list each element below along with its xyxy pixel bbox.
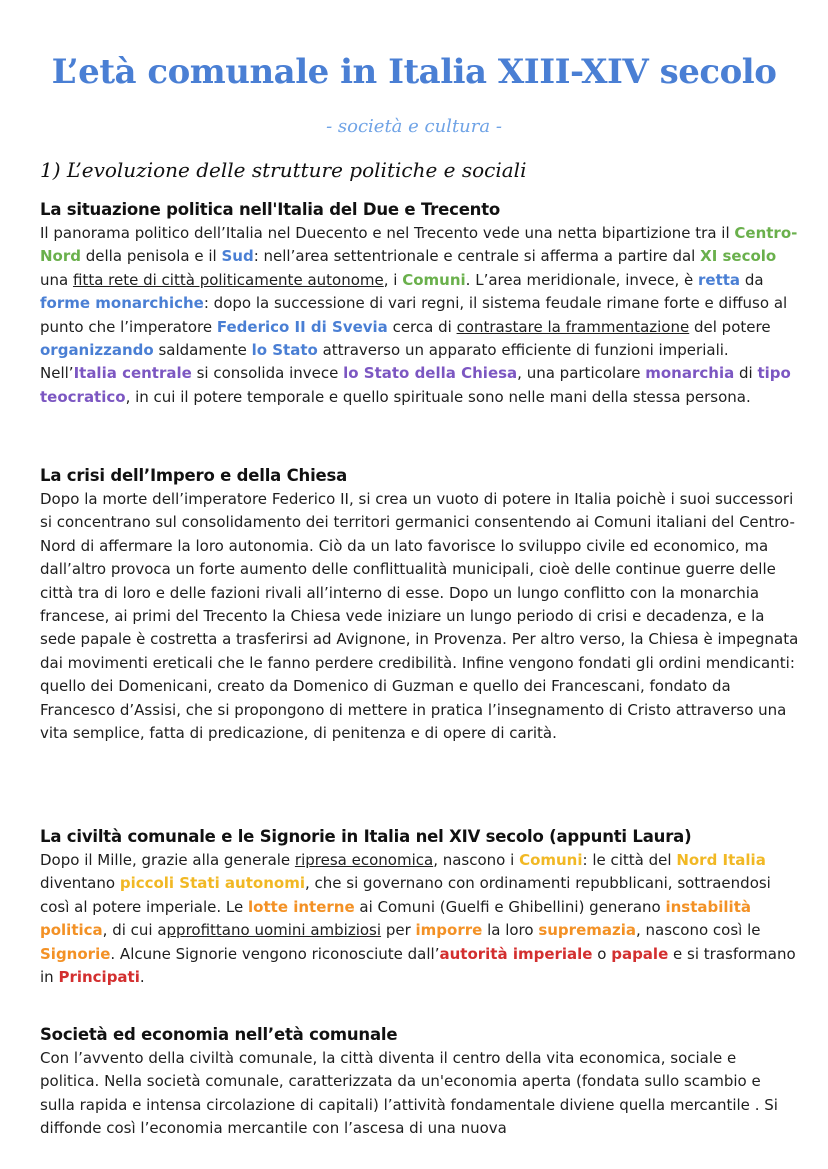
text-run: la <box>267 607 291 626</box>
text-run: della penisola e il <box>81 247 222 266</box>
emphasis-text: lo Stato <box>251 341 318 360</box>
text-run: vede iniziare un <box>340 607 470 626</box>
emphasis-text: l’attività <box>383 1095 446 1114</box>
text-run: fondamentale diviene quella <box>445 1095 670 1114</box>
text-run: , si crea un <box>348 490 437 508</box>
emphasis-text: retta <box>698 270 741 289</box>
text-run: . Si diffonde così l’ <box>40 1095 778 1138</box>
emphasis-text: primi <box>132 607 171 626</box>
emphasis-text: lo Stato della Chiesa <box>343 364 518 383</box>
emphasis-text: forme monarchiche <box>40 294 204 313</box>
section-political-situation <box>40 200 800 409</box>
emphasis-text: organizzando <box>40 341 154 360</box>
section-paragraph <box>40 488 800 745</box>
emphasis-text: lotte interne <box>248 897 355 916</box>
emphasis-text: trasferirsi <box>236 630 309 649</box>
text-run: di <box>734 364 758 383</box>
section-empire-church-crisis <box>40 466 800 745</box>
text-run: , in cui il potere temporale e quello spirituale sono nelle mani della stessa persona. <box>125 387 751 406</box>
text-run: . <box>139 968 145 987</box>
text-run: ai Comuni (Guelfi e Ghibellini) generano <box>354 897 666 916</box>
emphasis-text: Signorie <box>40 944 111 963</box>
emphasis-text: tipo teocratico <box>40 364 791 406</box>
text-run: diventano <box>40 874 120 893</box>
emphasis-text: Avignone <box>336 630 406 649</box>
emphasis-text: Federico II di Svevia <box>216 317 388 336</box>
emphasis-text: Comuni <box>402 270 466 289</box>
emphasis-text: Federico II <box>271 490 349 508</box>
text-run: Nella società comunale, caratterizzata da un' <box>99 1072 444 1091</box>
text-run: della <box>500 1049 547 1067</box>
emphasis-text: centro <box>452 1049 501 1067</box>
text-run: la loro <box>482 921 539 940</box>
section-communal-civilization <box>40 827 800 989</box>
emphasis-text: economia aperta <box>443 1072 572 1091</box>
emphasis-text: ordini mendicanti <box>658 653 790 672</box>
text-run: , ma dall’altro provoca un forte <box>40 536 769 579</box>
text-run: con <box>307 1119 344 1138</box>
text-run: . Infine vengono fondati gli <box>452 653 659 672</box>
emphasis-text: nuova <box>460 1119 507 1138</box>
text-run: di una <box>404 1119 461 1138</box>
text-run: , nascono i <box>433 851 520 869</box>
text-run: attraverso un apparato efficiente di funzioni imperiali. Nell’ <box>40 341 729 383</box>
text-run: Il panorama politico dell’Italia nel Duecento e nel Trecento vede una netta bipartizione tra il <box>40 224 735 242</box>
text-run: ad <box>308 630 337 649</box>
emphasis-text: Principati <box>58 968 140 987</box>
text-run: per <box>381 921 416 940</box>
chapter-heading: 1) L’evoluzione delle strutture politiche e sociali <box>40 158 527 182</box>
section-heading: Società ed economia nell’età comunale <box>40 1025 398 1044</box>
text-run: , in Provenza. Per altro verso, la Chiesa è impegnata dai <box>40 630 799 672</box>
emphasis-text: autonomia <box>228 536 310 555</box>
text-run: che le <box>212 653 268 672</box>
emphasis-text: l’ascesa <box>343 1119 405 1138</box>
text-run: , nascono così le <box>636 921 761 940</box>
emphasis-text: Centro-Nord <box>40 224 798 266</box>
text-run: delle <box>307 560 353 579</box>
text-run: o <box>592 944 612 963</box>
emphasis-text: imporre <box>415 921 483 940</box>
emphasis-text: lungo periodo di crisi <box>469 607 628 626</box>
emphasis-text: vita economica, sociale e politica. <box>40 1049 737 1091</box>
emphasis-text: Italia centrale <box>73 364 192 383</box>
emphasis-text: fanno perdere credibilità <box>267 653 453 672</box>
text-run: . Alcune Signorie vengono riconosciute dall’ <box>110 944 440 963</box>
emphasis-text: Domenicani <box>118 677 208 696</box>
emphasis-text: Trecento <box>203 607 268 626</box>
section-heading: La civiltà comunale e le Signorie in Italia nel XIV secolo (appunti Laura) <box>40 827 692 846</box>
emphasis-text: conflittualità municipali <box>352 560 530 579</box>
emphasis-text: piccoli Stati autonomi <box>119 874 305 893</box>
emphasis-text: mercantile <box>669 1095 750 1114</box>
document-title: L’età comunale in Italia XIII-XIV secolo <box>51 52 777 92</box>
emphasis-text: Sud <box>221 247 254 266</box>
emphasis-text: monarchia <box>645 364 735 383</box>
text-run: poichè i suoi successori si concentrano sul consolidamento dei territori germanici consentendo ai <box>40 490 794 532</box>
text-run: ed <box>625 536 654 555</box>
section-heading: La crisi dell’Impero e della Chiesa <box>40 466 348 485</box>
text-run: , creato da Domenico di Guzman e quello dei <box>207 677 552 696</box>
text-run: da <box>740 270 764 289</box>
emphasis-text: supremazia <box>538 921 636 940</box>
text-run: la loro <box>172 536 229 555</box>
text-run: : quello dei <box>40 653 795 696</box>
section-society-economy <box>40 1025 800 1141</box>
emphasis-text: aumento <box>239 560 308 579</box>
text-run: : le città del <box>582 851 677 869</box>
emphasis-text: instabilità politica <box>40 897 751 940</box>
emphasis-text: economico <box>653 536 735 555</box>
section-paragraph <box>40 849 800 989</box>
document-subtitle: - società e cultura - <box>326 116 502 137</box>
emphasis-text: XI secolo <box>700 247 777 266</box>
emphasis-text: ripresa economica <box>294 851 434 869</box>
emphasis-text: pprofittano uomini ambiziosi <box>166 921 382 940</box>
text-run: , cioè delle continue guerre delle città tra di loro e delle fazioni rivali all’interno di esse. Dopo un lungo conflitto con la monarchia francese, ai <box>40 560 776 626</box>
emphasis-text: vuoto di potere in Italia <box>436 490 612 508</box>
text-run: Dopo la <box>40 490 103 508</box>
text-run: dell’imperatore <box>147 490 272 508</box>
emphasis-text: Comuni <box>593 513 652 532</box>
emphasis-text: contrastare la frammentazione <box>456 317 690 336</box>
text-run: (fondata sullo scambio e sulla rapida e intensa circolazione di capitali) <box>40 1072 761 1114</box>
text-run: , di cui a <box>102 921 167 940</box>
text-run: , una particolare <box>517 364 646 383</box>
text-run: attraverso una vita semplice, fatta di predicazione, di penitenza e di opere di carità. <box>40 700 787 743</box>
text-run: è costretta a <box>131 630 237 649</box>
emphasis-text: Comuni <box>519 851 583 869</box>
emphasis-text: papale <box>611 944 669 963</box>
section-paragraph <box>40 1047 800 1141</box>
text-run: del <box>170 607 204 626</box>
text-run: e decadenza, e la <box>627 607 765 626</box>
text-run: lo <box>495 536 519 555</box>
text-run: si consolida invece <box>191 364 344 383</box>
emphasis-text: affermare <box>99 536 173 555</box>
text-run: diventa il <box>373 1049 453 1067</box>
text-run: : dopo la successione di vari regni, il sistema feudale rimane forte e diffuso al punto che l’imperatore <box>40 294 788 336</box>
text-run: : nell’area settentrionale e centrale si afferma a partire dal <box>253 247 701 266</box>
emphasis-text: Chiesa <box>290 607 341 626</box>
emphasis-text: sviluppo civile <box>518 536 626 555</box>
emphasis-text: Nord Italia <box>676 851 766 869</box>
text-run: , fondato da Francesco d’Assisi, che si propongono di <box>40 677 731 719</box>
emphasis-text: sede papale <box>40 630 132 649</box>
text-run: italiani del Centro-Nord di <box>40 513 795 555</box>
text-run: cerca di <box>387 317 457 336</box>
section-heading: La situazione politica nell'Italia del Due e Trecento <box>40 200 501 219</box>
emphasis-text: favorisce <box>427 536 496 555</box>
emphasis-text: autorità imperiale <box>439 944 593 963</box>
text-run: Con l’avvento della civiltà comunale, la <box>40 1049 341 1067</box>
text-run: . Ciò da un lato <box>309 536 428 555</box>
emphasis-text: città <box>340 1049 374 1067</box>
text-run: , che si governano con ordinamenti repubblicani, sottraendosi così al potere imperiale. Le <box>40 874 771 916</box>
text-run: saldamente <box>153 341 252 360</box>
text-run: . L’area meridionale, invece, è <box>465 270 699 289</box>
text-run: , i <box>383 270 403 289</box>
emphasis-text: fitta rete di città politicamente autonome <box>72 270 384 289</box>
emphasis-text: Francescani <box>551 677 640 696</box>
section-paragraph <box>40 222 800 409</box>
text-run: e si trasformano in <box>40 944 796 987</box>
text-run: Dopo il Mille, grazie alla generale <box>40 851 295 869</box>
text-run: una <box>40 270 73 289</box>
emphasis-text: movimenti ereticali <box>67 653 213 672</box>
emphasis-text: morte <box>102 490 148 508</box>
emphasis-text: economia mercantile <box>149 1119 308 1138</box>
text-run: del potere <box>689 317 771 336</box>
emphasis-text: mettere in pratica l’insegnamento di Cristo <box>347 700 672 719</box>
